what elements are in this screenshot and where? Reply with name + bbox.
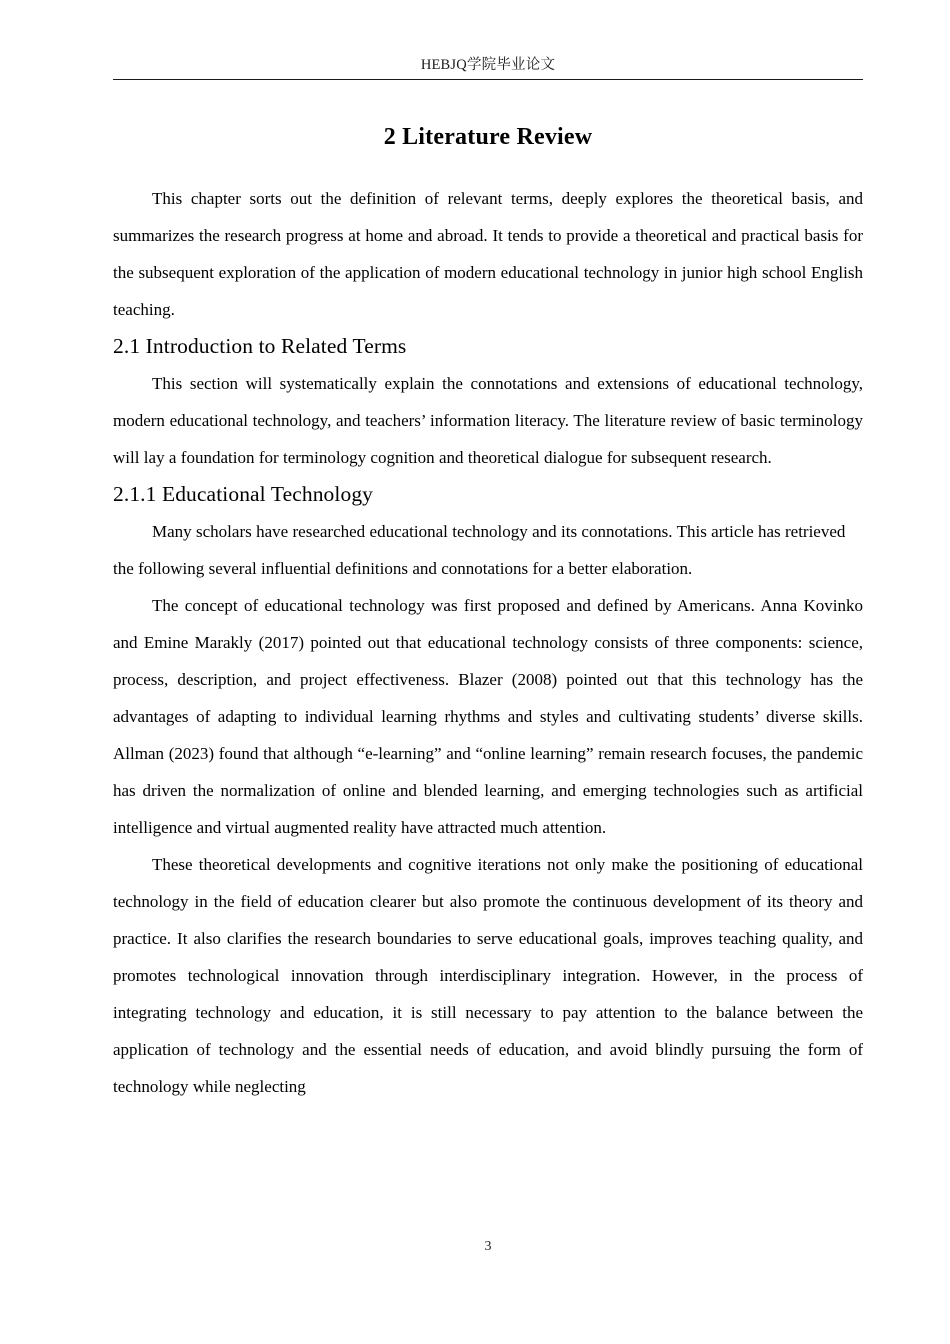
heading-section-2-1: 2.1 Introduction to Related Terms — [113, 334, 407, 358]
page-number: 3 — [484, 1239, 492, 1254]
running-header-text: HEBJQ学院毕业论文 — [420, 57, 556, 73]
paragraph-2-1-1-first: Many scholars have researched educational technology and its connotations. This article has retrieved the following several influential definitions and connotations for a better elaboration. — [113, 522, 846, 578]
page-footer — [113, 1238, 863, 1256]
paragraph-2-1-1-third: These theoretical developments and cognitive iterations not only make the positioning of educational technology in the field of education clearer but also promote the continuous development of its theory and practice. It also clarifies the research boundaries to serve educational goals, improves teaching quality, and promotes technological innovation through interdisciplinary integration. However, in the process of integrating technology and education, it is still necessary to pay attention to the balance between the application of technology and the essential needs of education, and avoid blindly pursuing the form of technology while neglecting — [113, 855, 863, 1096]
paragraph-section-2-1: This section will systematically explain the connotations and extensions of educational technology, modern educational technology, and teachers’ information literacy. The literature review of basic terminology will lay a foundation for terminology cognition and theoretical dialogue for subsequent research. — [113, 374, 863, 467]
paragraph-2-1-1-second: The concept of educational technology was first proposed and defined by Americans. Anna Kovinko and Emine Marakly (2017) pointed out that educational technology consists of three components: science, process, description, and project effectiveness. Blazer (2008) pointed out that this technology has the advantages of adapting to individual learning rhythms and styles and cultivating students’ diverse skills. Allman (2023) found that although “e-learning” and “online learning” remain research focuses, the pandemic has driven the normalization of online and blended learning, and emerging technologies such as artificial intelligence and virtual augmented reality have attracted much attention. — [113, 596, 863, 837]
running-header — [113, 55, 863, 80]
paragraph-chapter-intro: This chapter sorts out the definition of relevant terms, deeply explores the theoretical basis, and summarizes the research progress at home and abroad. It tends to provide a theoretical and practical basis for the subsequent exploration of the application of modern educational technology in junior high school English teaching. — [113, 189, 863, 319]
document-body — [113, 112, 863, 1105]
heading-section-2-1-1: 2.1.1 Educational Technology — [113, 482, 374, 506]
header-divider-rule — [113, 79, 863, 80]
chapter-title: 2 Literature Review — [383, 124, 593, 150]
